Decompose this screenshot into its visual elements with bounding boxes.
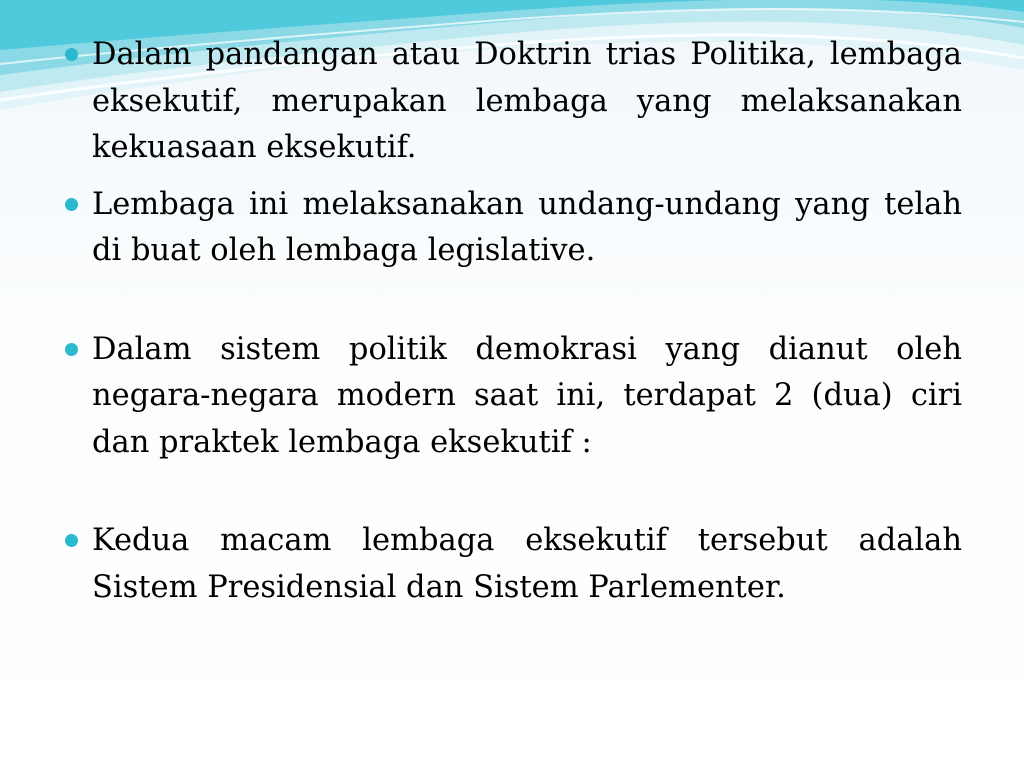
bullet-item: [62, 327, 962, 467]
bullet-text: Dalam sistem politik demokrasi yang dianut oleh negara-negara modern saat ini, terdapat 2 (dua) ciri dan praktek lembaga eksekutif :: [92, 331, 962, 460]
bullet-dot-icon: [65, 343, 78, 356]
slide-content: [62, 32, 962, 712]
bullet-text: Kedua macam lembaga eksekutif tersebut adalah Sistem Presidensial dan Sistem Parlementer.: [92, 523, 962, 605]
bullet-dot-icon: [65, 48, 78, 61]
bullet-text: Dalam pandangan atau Doktrin trias Politika, lembaga eksekutif, merupakan lembaga yang melaksanakan kekuasaan eksekutif.: [92, 37, 962, 165]
bullet-item: [62, 32, 962, 172]
bullet-item: [62, 182, 962, 275]
bullet-list: [62, 32, 962, 611]
bullet-item: [62, 518, 962, 611]
bullet-dot-icon: [65, 198, 78, 211]
bullet-dot-icon: [65, 534, 78, 547]
bullet-text: Lembaga ini melaksanakan undang-undang yang telah di buat oleh lembaga legislative.: [92, 186, 962, 268]
